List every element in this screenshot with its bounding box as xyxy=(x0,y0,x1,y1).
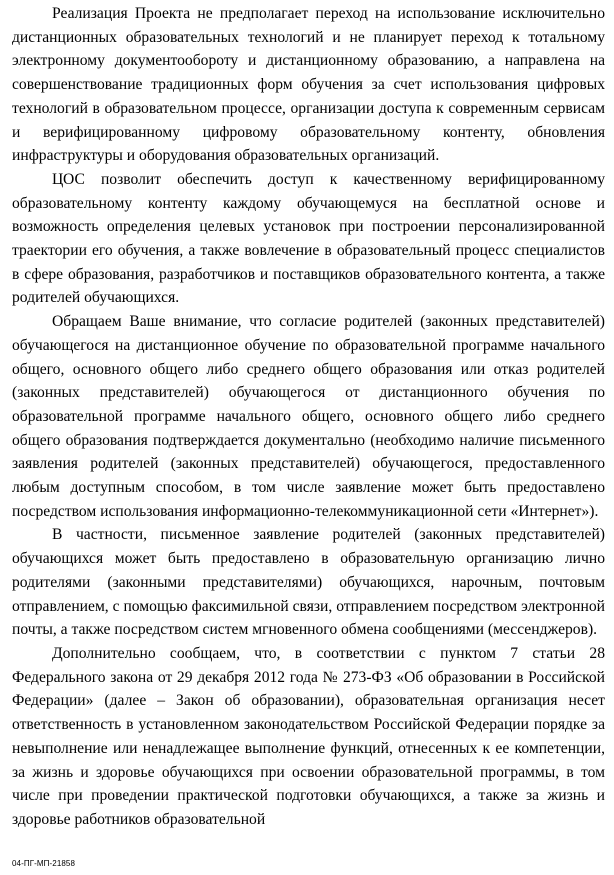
paragraph-written-application: В частности, письменное заявление родителей (законных представителей) обучающихся может быть предоставлено в образовательную организацию лично родителями (законными представителями) обучающихся, нарочным, почтовым отправлением, с помощью факсимильной связи, отправлением посредством электронной почты, а также посредством систем мгновенного обмена сообщениями (мессенджеров). xyxy=(12,526,605,639)
paragraph-tsos-access: ЦОС позволит обеспечить доступ к качественному верифицированному образовательному контенту каждому обучающемуся на бесплатной основе и возможность определения целевых установок при построении персонализированной траектории его обучения, а также вовлечение в образовательный процесс специалистов в сфере образования, разработчиков и поставщиков образовательного контента, а также родителей обучающихся. xyxy=(12,170,605,307)
document-body xyxy=(12,2,605,832)
paragraph-project-scope: Реализация Проекта не предполагает переход на использование исключительно дистанционных образовательных технологий и не планирует переход к тотальному электронному документообороту и дистанционному образованию, а направлена на совершенствование традиционных форм обучения за счет использования цифровых технологий в образовательном процессе, организации доступа к современным сервисам и верифицированному цифровому образовательному контенту, обновления инфраструктуры и оборудования образовательных организаций. xyxy=(12,5,605,165)
paragraph-parental-consent: Обращаем Ваше внимание, что согласие родителей (законных представителей) обучающегося на дистанционное обучение по образовательной программе начального общего, основного общего либо среднего общего образования или отказ родителей (законных представителей) обучающегося от дистанционного обучения по образовательной программе начального общего, основного общего либо среднего общего образования подтверждается документально (необходимо наличие письменного заявления родителей (законных представителей) обучающегося, предоставленного любым доступным способом, в том числе заявление может быть предоставлено посредством использования информационно-телекоммуникационной сети «Интернет»). xyxy=(12,313,605,520)
document-registration-code: 04-ПГ-МП-21858 xyxy=(12,859,76,868)
paragraph-organization-responsibility: Дополнительно сообщаем, что, в соответствии с пунктом 7 статьи 28 Федерального закона от 29 декабря 2012 года № 273-ФЗ «Об образовании в Российской Федерации» (далее – Закон об образовании), образовательная организация несет ответственность в установленном законодательством Российской Федерации порядке за невыполнение или ненадлежащее выполнение функций, отнесенных к ее компетенции, за жизнь и здоровье обучающихся при освоении образовательной программы, в том числе при проведении практической подготовки обучающихся, а также за жизнь и здоровье работников образовательной xyxy=(12,644,605,828)
